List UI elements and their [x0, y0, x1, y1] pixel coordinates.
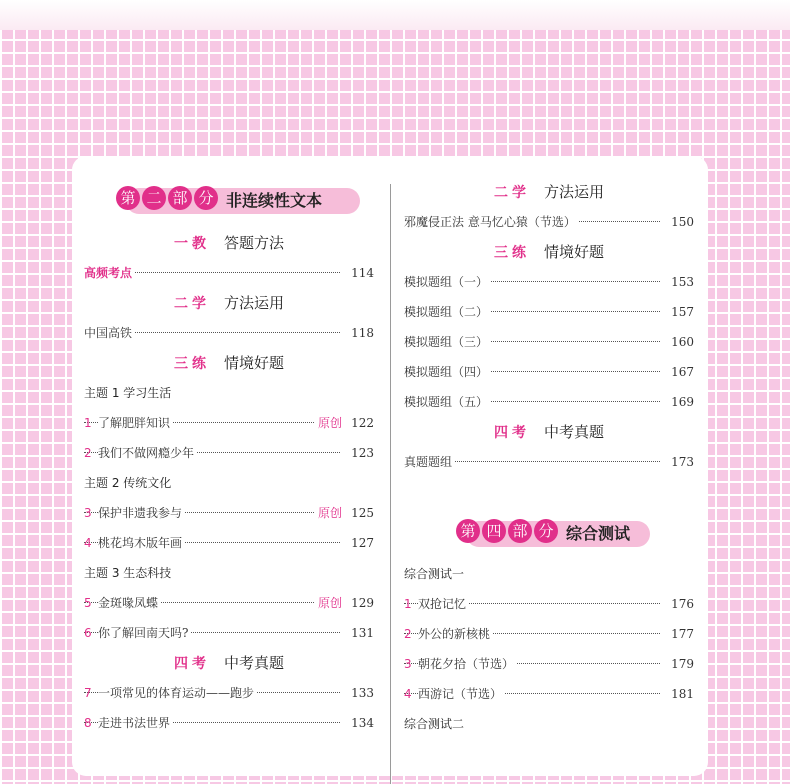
entry-page: 131 [344, 618, 374, 648]
section-title: 情境好题 [543, 243, 604, 261]
entry-label: 一项常见的体育运动——跑步 [98, 678, 256, 708]
section-heading [404, 417, 694, 447]
entry-page: 177 [664, 619, 694, 649]
entry-page: 123 [344, 438, 374, 468]
entry-page: 169 [664, 387, 694, 417]
toc-entry[interactable] [404, 619, 694, 649]
part-title: 非连续性文本 [226, 191, 323, 210]
part-char: 部 [508, 519, 532, 543]
section-title: 方法运用 [543, 183, 604, 201]
entry-label: 外公的新核桃 [418, 619, 492, 649]
part-title: 综合测试 [566, 524, 631, 543]
entry-number: 1 [84, 416, 92, 430]
toc-entry[interactable] [84, 678, 374, 708]
section-heading [84, 348, 374, 378]
entry-label: 走进书法世界 [98, 708, 172, 738]
entry-number: 4 [84, 536, 92, 550]
toc-entry[interactable] [84, 618, 374, 648]
entry-label: 邪魔侵正法 意马忆心猿（节选） [404, 207, 578, 237]
toc-entry[interactable] [84, 588, 374, 618]
toc-entry[interactable] [84, 528, 374, 558]
part-banner-2 [84, 182, 374, 222]
entry-page: 129 [344, 588, 374, 618]
entry-page: 134 [344, 708, 374, 738]
original-badge: 原创 [314, 588, 344, 618]
part-banner-4 [404, 515, 694, 555]
entry-number: 5 [84, 596, 92, 610]
section-prefix: 三练 [493, 245, 530, 261]
entry-page: 179 [664, 649, 694, 679]
section-heading [84, 288, 374, 318]
entry-page: 160 [664, 327, 694, 357]
entry-page: 127 [344, 528, 374, 558]
test-heading: 综合测试二 [404, 717, 465, 731]
entry-number: 1 [404, 597, 412, 611]
part-char: 部 [168, 186, 192, 210]
toc-entry[interactable] [84, 408, 374, 438]
toc-entry[interactable] [404, 207, 694, 237]
entry-label: 模拟题组（三） [404, 327, 490, 357]
part-char: 分 [194, 186, 218, 210]
section-prefix: 四考 [493, 425, 530, 441]
entry-number: 4 [404, 687, 412, 701]
top-band [0, 0, 790, 30]
entry-number: 7 [84, 686, 92, 700]
entry-label: 高频考点 [84, 258, 134, 288]
entry-page: 150 [664, 207, 694, 237]
entry-page: 157 [664, 297, 694, 327]
entry-label: 模拟题组（一） [404, 267, 490, 297]
entry-label: 模拟题组（五） [404, 387, 490, 417]
section-heading [84, 228, 374, 258]
section-prefix: 四考 [173, 656, 210, 672]
toc-entry[interactable] [404, 267, 694, 297]
entry-page: 114 [344, 258, 374, 288]
toc-right-column [404, 156, 694, 739]
toc-entry[interactable] [404, 679, 694, 709]
theme-heading: 主题 3 生态科技 [84, 566, 172, 580]
part-char: 二 [142, 186, 166, 210]
entry-page: 167 [664, 357, 694, 387]
toc-entry[interactable] [404, 447, 694, 477]
entry-number: 3 [84, 506, 92, 520]
entry-number: 8 [84, 716, 92, 730]
entry-label: 我们不做网瘾少年 [98, 438, 196, 468]
toc-entry[interactable] [84, 708, 374, 738]
entry-label: 桃花坞木版年画 [98, 528, 184, 558]
section-heading [404, 237, 694, 267]
section-title: 方法运用 [223, 294, 284, 312]
toc-entry[interactable] [404, 589, 694, 619]
entry-page: 133 [344, 678, 374, 708]
toc-entry[interactable] [404, 327, 694, 357]
entry-label: 模拟题组（二） [404, 297, 490, 327]
entry-label: 西游记（节选） [418, 679, 504, 709]
toc-entry[interactable] [84, 318, 374, 348]
section-prefix: 二学 [493, 185, 530, 201]
entry-page: 125 [344, 498, 374, 528]
section-title: 情境好题 [223, 354, 284, 372]
part-char: 第 [456, 519, 480, 543]
entry-label: 了解肥胖知识 [98, 408, 172, 438]
section-heading [84, 648, 374, 678]
theme-heading: 主题 2 传统文化 [84, 476, 172, 490]
original-badge: 原创 [314, 408, 344, 438]
entry-page: 118 [344, 318, 374, 348]
part-char: 第 [116, 186, 140, 210]
part-char: 四 [482, 519, 506, 543]
theme-heading: 主题 1 学习生活 [84, 386, 172, 400]
toc-entry[interactable] [404, 387, 694, 417]
entry-label: 模拟题组（四） [404, 357, 490, 387]
section-title: 中考真题 [543, 423, 604, 441]
entry-label: 金斑喙凤蝶 [98, 588, 160, 618]
section-prefix: 三练 [173, 356, 210, 372]
entry-label: 中国高铁 [84, 318, 134, 348]
entry-number: 6 [84, 626, 92, 640]
part-char: 分 [534, 519, 558, 543]
entry-label: 你了解回南天吗? [98, 618, 190, 648]
entry-label: 真题题组 [404, 447, 454, 477]
section-prefix: 一教 [173, 236, 210, 252]
test-heading: 综合测试一 [404, 567, 465, 581]
toc-entry[interactable] [404, 297, 694, 327]
entry-number: 2 [404, 627, 412, 641]
entry-number: 2 [84, 446, 92, 460]
toc-page [72, 156, 708, 776]
entry-label: 保护非遗我参与 [98, 498, 184, 528]
entry-page: 153 [664, 267, 694, 297]
entry-page: 181 [664, 679, 694, 709]
toc-entry[interactable] [84, 258, 374, 288]
toc-entry[interactable] [84, 498, 374, 528]
section-title: 答题方法 [223, 234, 284, 252]
section-prefix: 二学 [173, 296, 210, 312]
entry-label: 朝花夕拾（节选） [418, 649, 516, 679]
entry-page: 173 [664, 447, 694, 477]
original-badge: 原创 [314, 498, 344, 528]
section-title: 中考真题 [223, 654, 284, 672]
section-heading [404, 177, 694, 207]
column-divider [390, 184, 391, 784]
toc-entry[interactable] [84, 438, 374, 468]
entry-label: 双抢记忆 [418, 589, 468, 619]
entry-number: 3 [404, 657, 412, 671]
toc-left-column [84, 156, 374, 738]
toc-entry[interactable] [404, 357, 694, 387]
entry-page: 176 [664, 589, 694, 619]
entry-page: 122 [344, 408, 374, 438]
toc-entry[interactable] [404, 649, 694, 679]
